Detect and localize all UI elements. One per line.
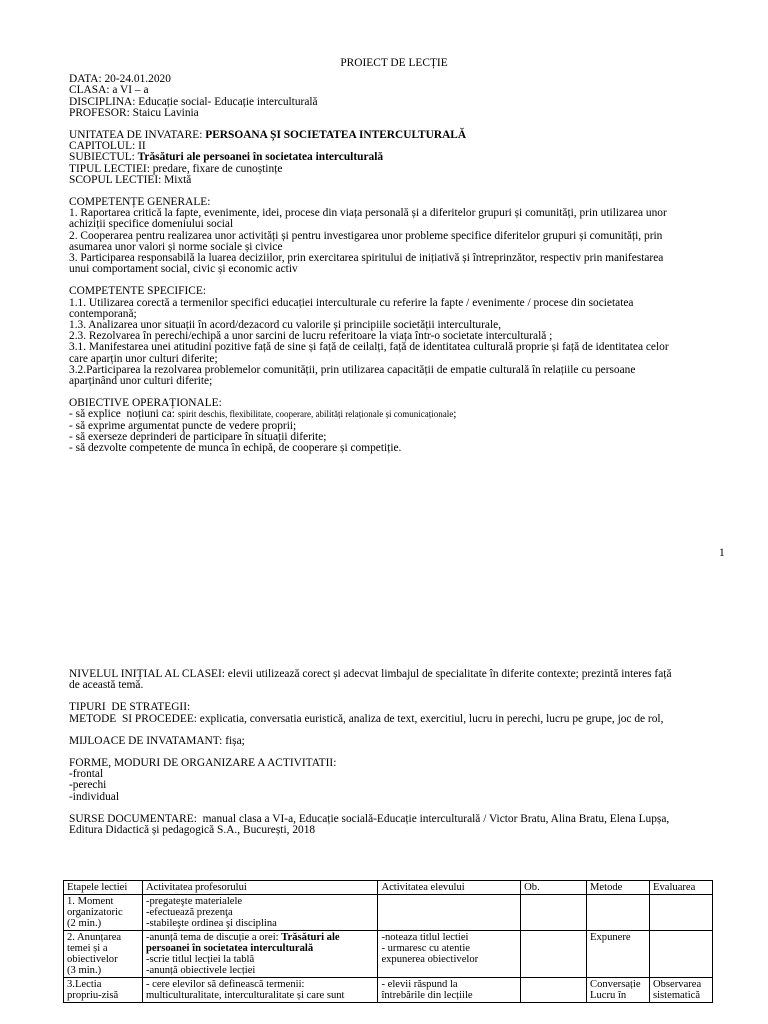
document-title: PROIECT DE LECȚIE [340,57,448,69]
form-item: -frontal [69,768,104,781]
cell-line: organizatoric [67,907,123,918]
lesson-subject-bold: Trăsături ale [281,932,340,943]
cell-line: (2 min.) [67,918,102,929]
cell-line: sistematică [652,990,701,1001]
table-row [64,895,713,931]
cell-line: -stabileşte ordinea şi disciplina [145,918,277,929]
cell-line: - urmaresc cu atentie [381,943,470,954]
table-cell [587,931,650,978]
page-number: 1 [719,547,725,559]
class-line: CLASA: a VI – a [69,84,149,97]
cell-line: expunerea obiectivelor [381,954,479,965]
teacher-line: PROFESOR: Staicu Lavinia [69,106,199,119]
objective-line [69,409,719,420]
chapter-line: CAPITOLUL: II [69,140,146,153]
cell-line: Observarea [652,979,702,990]
column-header: Evaluarea [649,881,712,895]
unit-line [69,130,719,141]
cell-line: 2. Anunțarea [67,932,122,943]
general-competence-line: 3. Participarea responsabilă la luarea deciziilor, prin exercitarea spiritului de inițiativă și întreprinzător, respectiv prin manifestarea [69,252,664,265]
general-competence-line: 1. Raportarea critică la fapte, evenimente, idei, procese din viața personală și a diferitelor grupuri și comunități, prin utilizarea unor [69,207,667,220]
subject-line [69,152,719,163]
column-header: Activitatea elevului [378,881,521,895]
table-cell [521,978,587,1003]
cell-line: multiculturalitate, interculturalitate și care sunt [145,990,345,1001]
table-row [64,978,713,1003]
cell-line: -anunță obiectivele lecției [145,965,256,976]
general-competence-line: unui comportament social, civic și economic activ [69,263,298,276]
specific-competence-line: aparținând unor culturi diferite; [69,375,213,388]
cell-line: Expunere [590,932,631,943]
specific-competence-line: 1.1. Utilizarea corectă a termenilor specifici educației interculturale cu referire la fapte / evenimente / procese din societatea [69,296,634,309]
cell-line: - elevii răspund la [381,979,458,990]
strategies-line: TIPURI DE STRATEGII: [69,701,191,714]
table-cell [587,978,650,1003]
form-item: -perechi [69,779,107,792]
objective-line: - să dezvolte competente de munca în echipă, de cooperare și competiție. [69,442,402,455]
general-competence-line: achiziții specifice domeniului social [69,218,234,231]
column-header: Metode [587,881,650,895]
table-cell [142,895,378,931]
cell-line: propriu-zisă [67,990,119,1001]
table-cell [649,931,712,978]
specific-competence-line: care aparțin unor culturi diferite; [69,352,218,365]
table-cell [378,978,521,1003]
objectives-heading: OBIECTIVE OPERAȚIONALE: [69,397,222,410]
table-cell [378,931,521,978]
general-competence-line: 2. Cooperarea pentru realizarea unor activități și pentru investigarea unor probleme specifice diferitelor grupuri și comunități, prin [69,229,663,242]
sources-line: Editura Didactică și pedagogică S.A., București, 2018 [69,824,316,837]
table-row [64,931,713,978]
table-cell [64,978,143,1003]
objective-line: - să exprime argumentat puncte de vedere proprii; [69,419,297,432]
table-cell [142,978,378,1003]
cell-line: 1. Moment [67,896,114,907]
discipline-line: DISCIPLINA: Educație social- Educație interculturală [69,95,318,108]
cell-line: 3.Lectia [67,979,102,990]
column-header: Etapele lectiei [64,881,143,895]
cell-line: temei și a [67,943,108,954]
general-competences-heading: COMPETENȚE GENERALE: [69,196,211,209]
cell-line: -noteaza titlul lectiei [381,932,469,943]
objective-end: ; [453,408,457,421]
table-cell [64,895,143,931]
lesson-type-line: TIPUL LECTIEI: predare, fixare de cunoștințe [69,162,283,175]
cell-text: -anunță tema de discuție a orei: [145,932,282,943]
unit-value: PERSOANA ȘI SOCIETATEA INTERCULTURALĂ [205,129,467,142]
table-cell [64,931,143,978]
means-line: MIJLOACE DE INVATAMANT: fișa; [69,734,245,747]
subject-value: Trăsături ale persoanei în societatea interculturală [137,151,384,164]
cell-line: obiectivelor [67,954,118,965]
specific-competence-line: 1.3. Analizarea unor situații în acord/dezacord cu valorile și principiile societății interculturale, [69,319,502,332]
lesson-scope-line: SCOPUL LECTIEI: Mixtă [69,173,192,186]
methods-line: METODE SI PROCEDEE: explicatia, conversatia euristică, analiza de text, exercitiul, lucru in perechi, lucru pe grupe, joc de rol, [69,712,664,725]
objective-text: - să explice noțiuni ca: [69,408,178,421]
cell-line: Lucru în [590,990,627,1001]
cell-line: - cere elevilor să definească termenii: [145,979,305,990]
specific-competence-line: 3.1. Manifestarea unei atitudini pozitive față de sine și față de ceilalți, față de identitatea culturală proprie și față de identitatea celor [69,341,669,354]
initial-level-line: NIVELUL INIȚIAL AL CLASEI: elevii utilizează corect și adecvat limbajul de specialitate în diferite contexte; prezintă interes față [69,668,672,680]
forms-heading: FORME, MODURI DE ORGANIZARE A ACTIVITATII: [69,757,337,770]
specific-competence-line: contemporană; [69,307,137,320]
cell-line: -scrie titlul lecției la tablă [145,954,255,965]
specific-competences-heading: COMPETENTE SPECIFICE: [69,285,207,298]
cell-line: -efectuează prezenţa [145,907,233,918]
objective-notions: spirit deschis, flexibilitate, cooperare, abilități relaționale și comunicaționale [177,409,454,420]
table-cell [521,895,587,931]
cell-line: (3 min.) [67,965,102,976]
sources-line: SURSE DOCUMENTARE: manual clasa a VI-a, Educație socială-Educație interculturală / Victor Bratu, Alina Bratu, Elena Lupșa, [69,812,670,825]
lesson-subject-bold: persoanei în societatea interculturală [145,943,314,954]
page-one [69,58,719,454]
table-cell [521,931,587,978]
cell-line: întrebările din lecțiile [381,990,473,1001]
general-competence-line: asumarea unor valori și norme sociale și civice [69,240,283,253]
initial-level-line: de această temă. [69,679,144,692]
specific-competence-line: 3.2.Participarea la rezolvarea problemelor comunității, prin utilizarea capacității de empatie culturală în relațiile cu persoane [69,363,636,376]
cell-line [146,932,375,943]
cell-line: Conversație [590,979,641,990]
table-header-row [64,881,713,895]
cell-line: -pregateşte materialele [145,896,243,907]
table-cell [649,895,712,931]
column-header: Activitatea profesorului [142,881,378,895]
table-cell [587,895,650,931]
objective-line: - să exerseze deprinderi de participare în situații diferite; [69,430,327,443]
page-two [69,669,719,836]
date-line: DATA: 20-24.01.2020 [69,73,171,86]
unit-label: UNITATEA DE INVATARE: [69,129,206,142]
table-cell [142,931,378,978]
column-header: Ob. [521,881,587,895]
subject-label: SUBIECTUL: [69,151,138,164]
form-item: -individual [69,790,119,803]
specific-competence-line: 2.3. Rezolvarea în perechi/echipă a unor sarcini de lucru referitoare la viața într-o societate interculturală ; [69,330,553,343]
lesson-table [63,880,713,1003]
table-cell [649,978,712,1003]
table-cell [378,895,521,931]
